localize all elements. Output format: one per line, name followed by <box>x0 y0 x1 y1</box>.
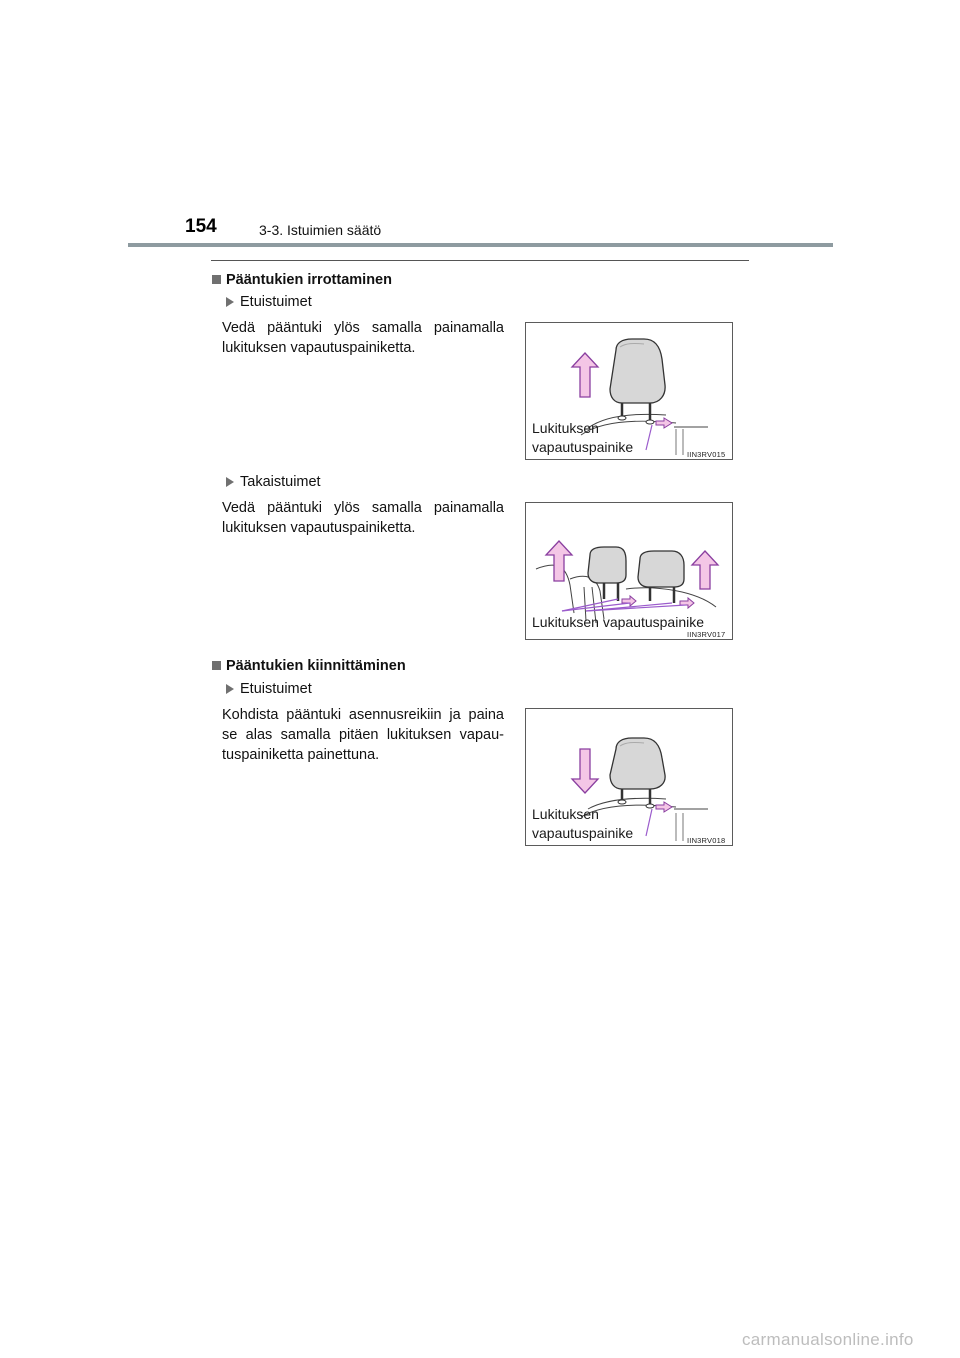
figure-code: IIN3RV017 <box>687 630 726 639</box>
subheading-front-seats: Etuistuimet <box>226 294 312 310</box>
figure-front-headrest-removal <box>525 322 733 460</box>
triangle-bullet-icon <box>226 684 234 694</box>
square-bullet-icon <box>212 275 221 284</box>
subheading-front-seats: Etuistuimet <box>226 681 312 697</box>
triangle-bullet-icon <box>226 297 234 307</box>
figure-code: IIN3RV018 <box>687 836 726 845</box>
figure-front-headrest-install <box>525 708 733 846</box>
header-rule <box>128 243 833 247</box>
instruction-text: Vedä pääntuki ylös samalla painamalla lukituksen vapautuspainiketta. <box>222 500 504 536</box>
section-title: 3-3. Istuimien säätö <box>259 222 382 238</box>
instruction-text: Kohdista pääntuki asennusreikiin ja paina se alas samalla pitäen lukituksen vapau-tuspainiketta painettuna. <box>222 707 504 763</box>
page-number: 154 <box>185 216 217 237</box>
instruction-text: Vedä pääntuki ylös samalla painamalla lukituksen vapautuspainiketta. <box>222 320 504 356</box>
section-heading-removing: Pääntukien irrottaminen <box>212 272 392 288</box>
release-button-label: Lukituksen vapautuspainike <box>532 614 705 630</box>
square-bullet-icon <box>212 661 221 670</box>
section-divider <box>211 260 749 261</box>
release-button-label: Lukituksen vapautuspainike <box>532 806 634 841</box>
figure-rear-headrest-removal <box>525 502 733 640</box>
figure-code: IIN3RV015 <box>687 450 726 459</box>
section-heading-installing: Pääntukien kiinnittäminen <box>212 658 406 674</box>
release-button-label: Lukituksen vapautuspainike <box>532 420 634 455</box>
watermark-logo: carmanualsonline.info <box>742 1330 914 1349</box>
triangle-bullet-icon <box>226 477 234 487</box>
subheading-rear-seats: Takaistuimet <box>226 474 321 490</box>
